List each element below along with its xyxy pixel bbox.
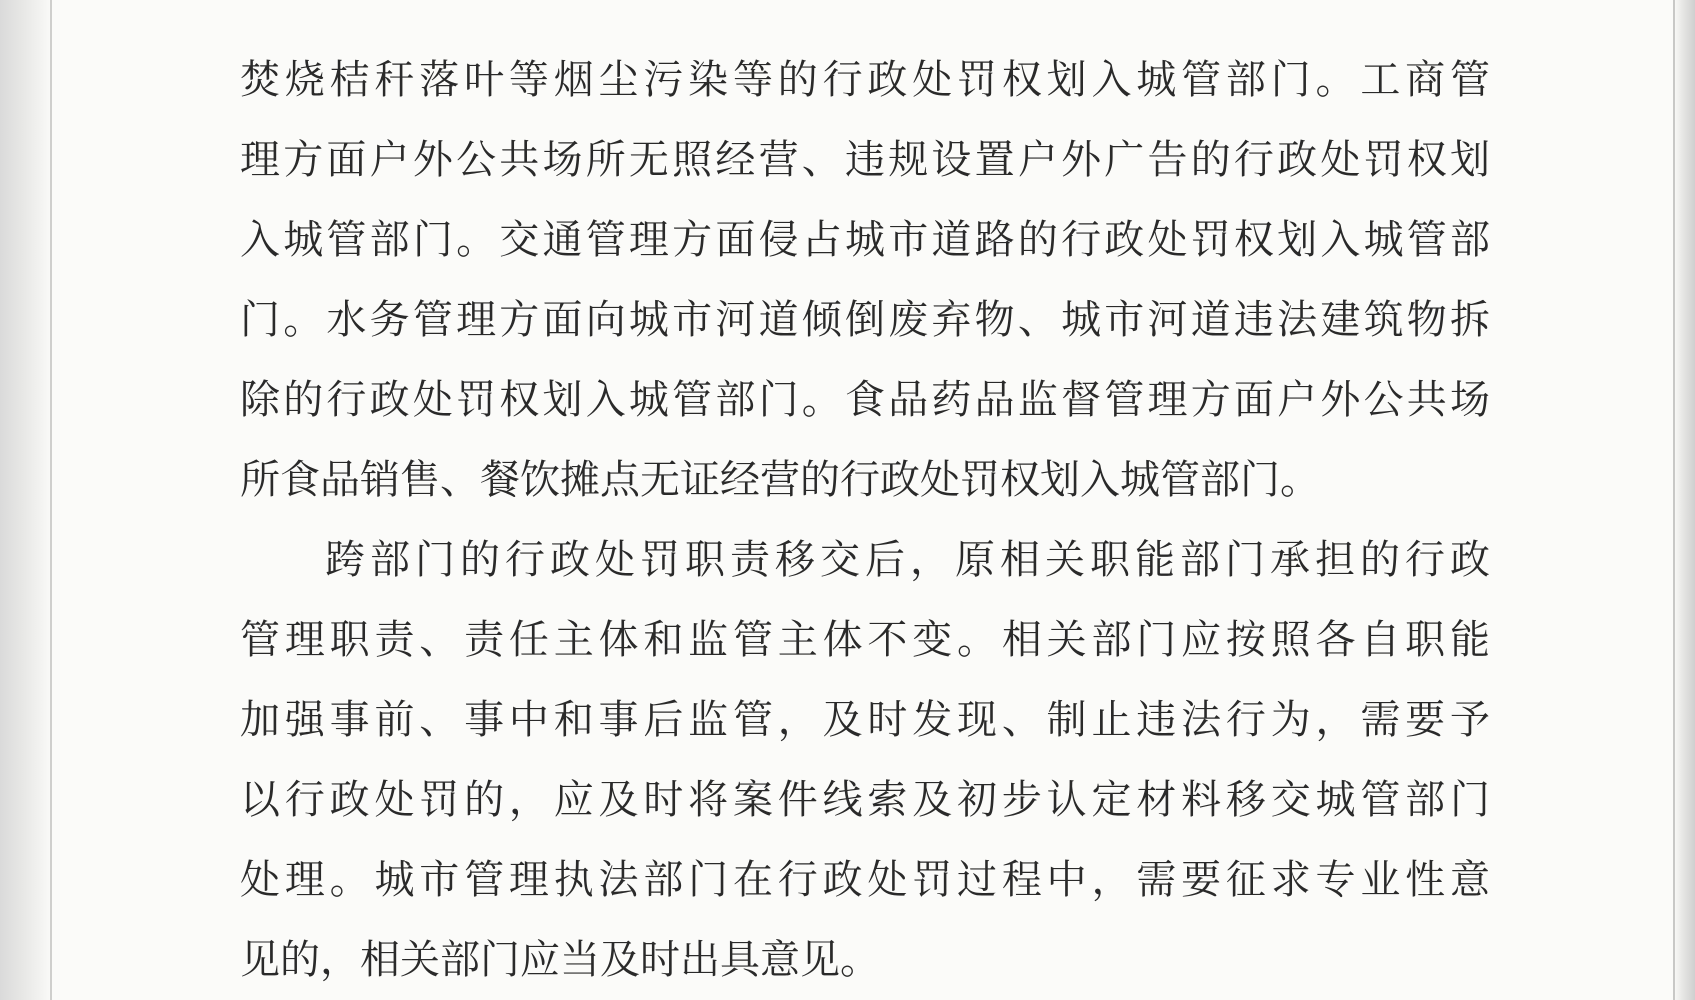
- text-line: 以行政处罚的，应及时将案件线索及初步认定材料移交城管部门: [240, 777, 1490, 823]
- scan-right-edge: [1673, 0, 1695, 1000]
- scan-left-edge: [0, 0, 52, 1000]
- text-line: 焚烧桔秆落叶等烟尘污染等的行政处罚权划入城管部门。工商管: [240, 57, 1490, 103]
- text-line: 跨部门的行政处罚职责移交后，原相关职能部门承担的行政: [325, 537, 1490, 583]
- text-line: 加强事前、事中和事后监管，及时发现、制止违法行为，需要予: [240, 697, 1490, 743]
- text-line: 见的，相关部门应当及时出具意见。: [240, 937, 880, 983]
- text-line: 除的行政处罚权划入城管部门。食品药品监督管理方面户外公共场: [240, 377, 1490, 423]
- text-line: 处理。城市管理执法部门在行政处罚过程中，需要征求专业性意: [240, 857, 1490, 903]
- paragraph-2: [240, 520, 1490, 1000]
- text-line: 管理职责、责任主体和监管主体不变。相关部门应按照各自职能: [240, 617, 1490, 663]
- text-line: 门。水务管理方面向城市河道倾倒废弃物、城市河道违法建筑物拆: [240, 297, 1490, 343]
- scan-left-binding-line: [50, 0, 52, 1000]
- text-line: 理方面户外公共场所无照经营、违规设置户外广告的行政处罚权划: [240, 137, 1490, 183]
- text-line: 入城管部门。交通管理方面侵占城市道路的行政处罚权划入城管部: [240, 217, 1490, 263]
- paragraph-1: [240, 40, 1490, 520]
- text-line: 所食品销售、餐饮摊点无证经营的行政处罚权划入城管部门。: [240, 457, 1320, 503]
- scan-right-binding-line: [1673, 0, 1675, 1000]
- document-body: [240, 40, 1490, 1000]
